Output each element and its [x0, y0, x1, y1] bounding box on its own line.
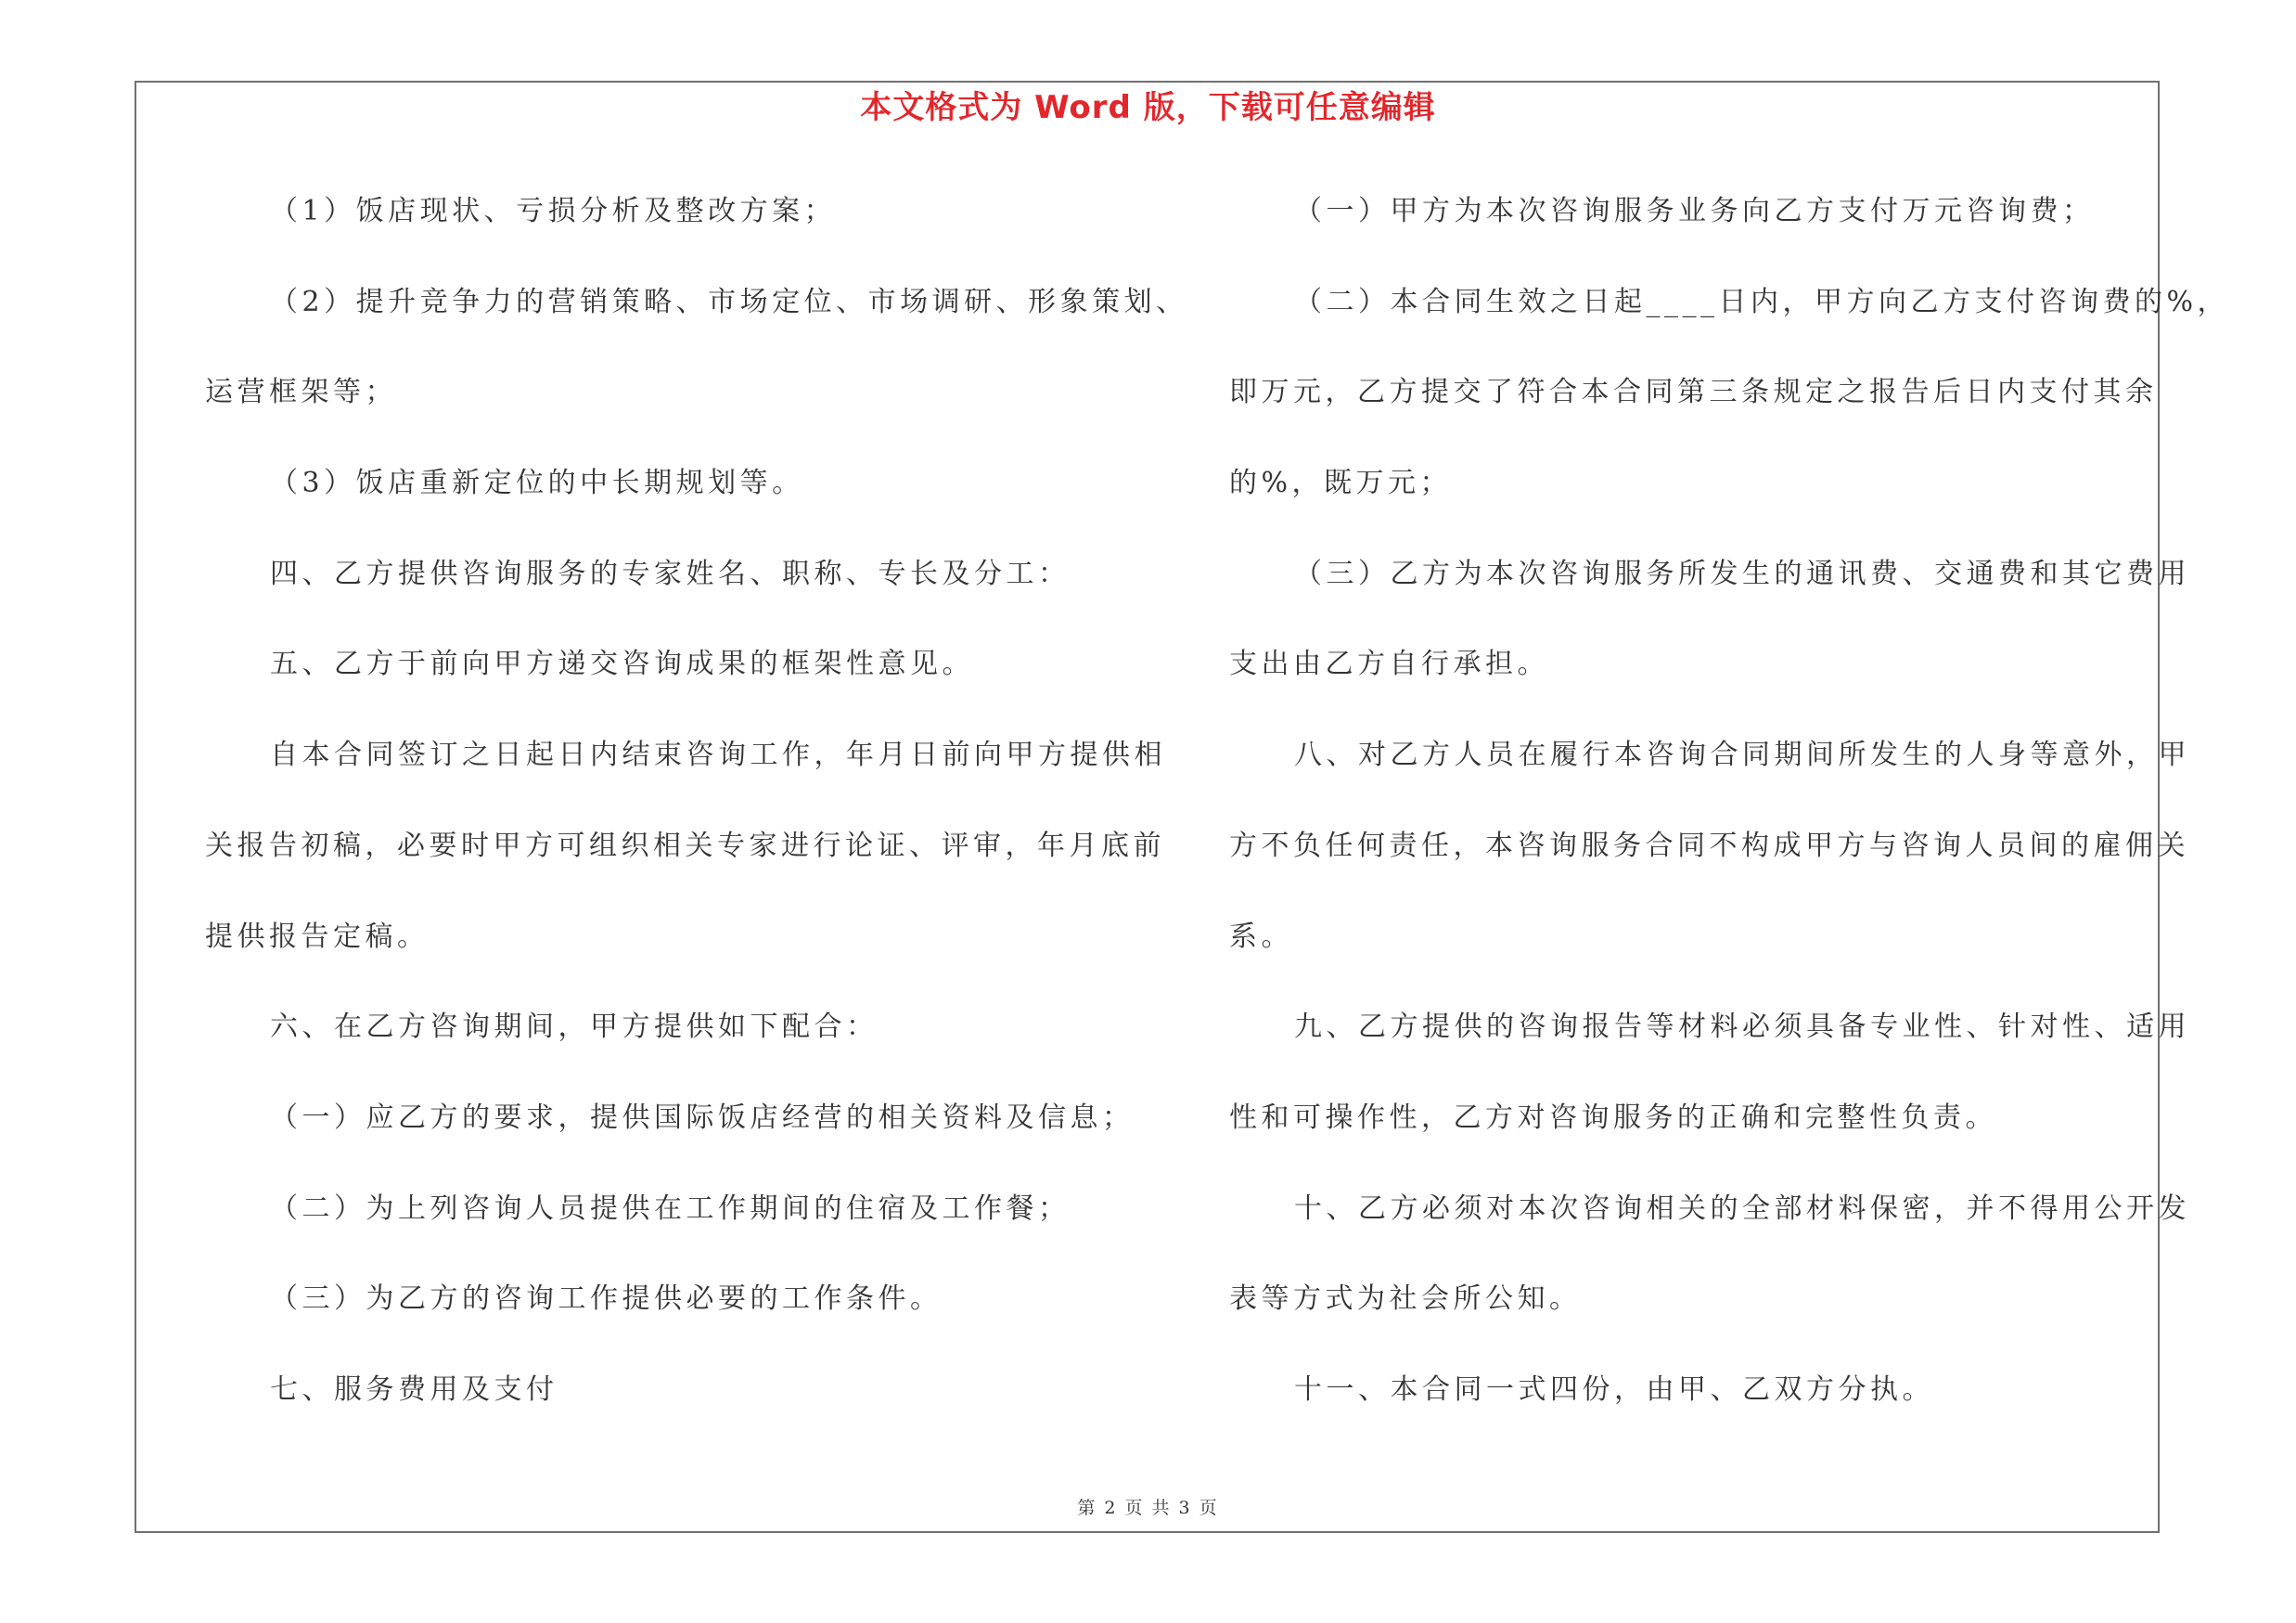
paragraph-line: （3）饭店重新定位的中长期规划等。: [270, 467, 804, 500]
paragraph-line: （一）甲方为本次咨询服务业务向乙方支付万元咨询费；: [1294, 195, 2095, 227]
paragraph-line: 的%，既万元；: [1229, 467, 1453, 500]
left-column: [205, 184, 1188, 1453]
paragraph-line: 系。: [1229, 920, 1293, 953]
paragraph-line: 四、乙方提供咨询服务的专家姓名、职称、专长及分工：: [270, 557, 1071, 590]
paragraph-line: 运营框架等；: [205, 376, 397, 409]
paragraph-line: 表等方式为社会所公知。: [1229, 1282, 1582, 1316]
format-banner: 本文格式为 Word 版，下载可任意编辑: [860, 89, 1436, 126]
paragraph-line: 即万元，乙方提交了符合本合同第三条规定之报告后日内支付其余: [1229, 376, 2158, 409]
paragraph-line: 八、对乙方人员在履行本咨询合同期间所发生的人身等意外，甲: [1294, 739, 2190, 772]
paragraph-line: （二）本合同生效之日起____日内，甲方向乙方支付咨询费的%，: [1294, 285, 2230, 318]
paragraph-line: 方不负任何责任，本咨询服务合同不构成甲方与咨询人员间的雇佣关: [1229, 829, 2189, 862]
paragraph-line: 六、在乙方咨询期间，甲方提供如下配合：: [270, 1011, 879, 1044]
paragraph-line: 提供报告定稿。: [205, 920, 430, 953]
paragraph-line: 九、乙方提供的咨询报告等材料必须具备专业性、针对性、适用: [1294, 1011, 2190, 1044]
paragraph-line: 性和可操作性，乙方对咨询服务的正确和完整性负责。: [1229, 1101, 1997, 1134]
paragraph-line: 支出由乙方自行承担。: [1229, 648, 1549, 681]
page-footer: 第 2 页 共 3 页: [1077, 1498, 1219, 1518]
paragraph-line: （三）乙方为本次咨询服务所发生的通讯费、交通费和其它费用: [1294, 557, 2190, 590]
paragraph-line: （二）为上列咨询人员提供在工作期间的住宿及工作餐；: [270, 1191, 1071, 1225]
paragraph-line: 十、乙方必须对本次咨询相关的全部材料保密，并不得用公开发: [1294, 1191, 2190, 1225]
paragraph-line: 自本合同签订之日起日内结束咨询工作，年月日前向甲方提供相: [270, 739, 1166, 772]
paragraph-line: 关报告初稿，必要时甲方可组织相关专家进行论证、评审，年月底前: [205, 829, 1165, 862]
paragraph-line: 七、服务费用及支付: [270, 1372, 558, 1406]
paragraph-line: （1）饭店现状、亏损分析及整改方案；: [270, 195, 837, 227]
paragraph-line: （一）应乙方的要求，提供国际饭店经营的相关资料及信息；: [270, 1101, 1135, 1134]
paragraph-line: （2）提升竞争力的营销策略、市场定位、市场调研、形象策划、: [270, 285, 1188, 318]
paragraph-line: 十一、本合同一式四份，由甲、乙双方分执。: [1294, 1372, 1934, 1406]
right-column: [1229, 184, 2230, 1453]
paragraph-line: 五、乙方于前向甲方递交咨询成果的框架性意见。: [270, 648, 974, 681]
paragraph-line: （三）为乙方的咨询工作提供必要的工作条件。: [270, 1282, 943, 1316]
